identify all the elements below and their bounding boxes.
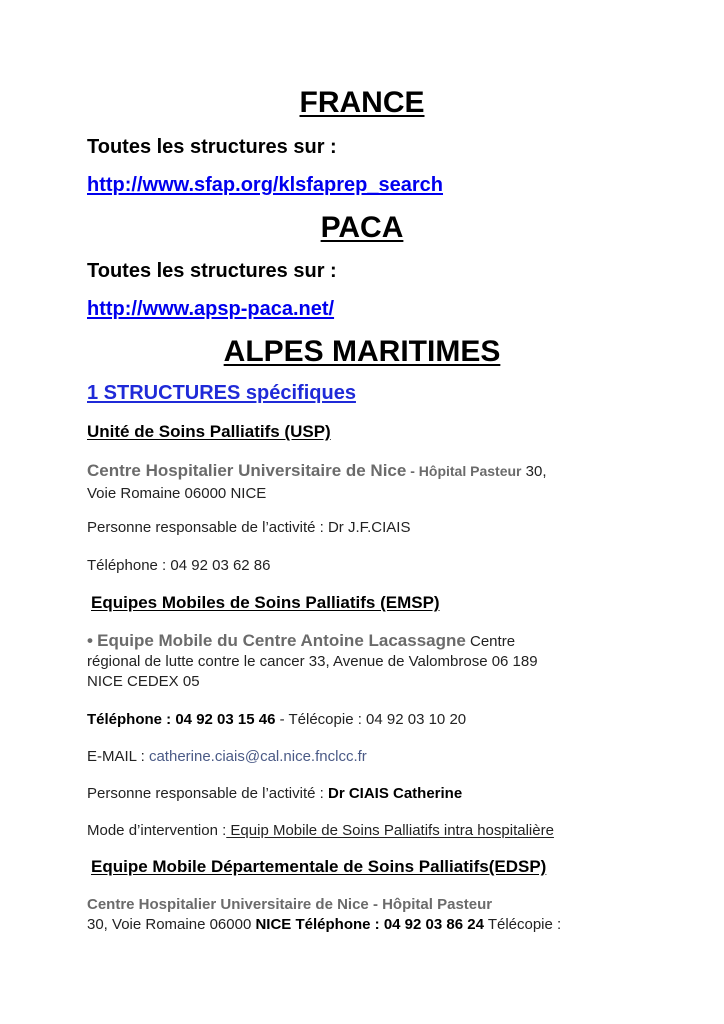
- emsp-email[interactable]: catherine.ciais@cal.nice.fnclcc.fr: [148, 748, 367, 765]
- edsp-telecopie: Télécopie :: [483, 916, 562, 933]
- emsp-contact-line: [87, 710, 664, 730]
- france-subtitle: Toutes les structures sur :: [87, 136, 337, 158]
- emsp-responsable-label: Personne responsable de l’activité :: [87, 785, 328, 802]
- emsp-email-label: E-MAIL :: [87, 748, 149, 765]
- paca-title: PACA: [320, 211, 404, 244]
- usp-site: - Hôpital Pasteur: [406, 463, 522, 479]
- bullet-icon: •: [87, 631, 93, 650]
- emsp-responsable-line: [87, 784, 664, 804]
- edsp-block: [87, 895, 664, 935]
- structures-specifiques-link[interactable]: 1 STRUCTURES spécifiques: [87, 382, 356, 404]
- usp-institution: Centre Hospitalier Universitaire de Nice: [87, 461, 407, 480]
- emsp-email-line: [87, 747, 664, 767]
- emsp-institution: Equipe Mobile du Centre Antoine Lacassagne: [97, 631, 466, 650]
- usp-heading: Unité de Soins Palliatifs (USP): [87, 422, 331, 441]
- emsp-telecopie: - Télécopie : 04 92 03 10 20: [275, 711, 467, 728]
- apsp-paca-link[interactable]: http://www.apsp-paca.net/: [87, 298, 335, 320]
- usp-telephone: Téléphone : 04 92 03 62 86: [87, 557, 271, 574]
- edsp-city: NICE: [255, 916, 292, 933]
- france-title: FRANCE: [299, 86, 425, 119]
- edsp-heading: Equipe Mobile Départementale de Soins Palliatifs(EDSP): [91, 857, 547, 876]
- edsp-telephone: Téléphone : 04 92 03 86 24: [291, 916, 484, 933]
- emsp-telephone: Téléphone : 04 92 03 15 46: [87, 711, 276, 728]
- sfap-link[interactable]: http://www.sfap.org/klsfaprep_search: [87, 174, 444, 196]
- edsp-institution: Centre Hospitalier Universitaire de Nice - Hôpital Pasteur: [87, 896, 493, 913]
- emsp-institution-block: [87, 631, 664, 692]
- emsp-address-2: régional de lutte contre le cancer 33, Avenue de Valombrose 06 189: [87, 653, 538, 670]
- paca-subtitle: Toutes les structures sur :: [87, 260, 337, 282]
- alpes-maritimes-title: ALPES MARITIMES: [223, 335, 501, 368]
- edsp-address: 30, Voie Romaine 06000: [87, 916, 256, 933]
- usp-responsable: Personne responsable de l’activité : Dr J.F.CIAIS: [87, 519, 411, 536]
- usp-address-1: 30,: [521, 463, 547, 480]
- emsp-mode: Equip Mobile de Soins Palliatifs intra hospitalière: [226, 822, 554, 839]
- emsp-mode-label: Mode d’intervention :: [87, 822, 227, 839]
- emsp-address-3: NICE CEDEX 05: [87, 673, 200, 690]
- emsp-responsable: Dr CIAIS Catherine: [327, 785, 463, 802]
- usp-address-2: Voie Romaine 06000 NICE: [87, 485, 267, 502]
- emsp-heading: Equipes Mobiles de Soins Palliatifs (EMSP): [91, 593, 440, 612]
- emsp-address-1: Centre: [465, 633, 516, 650]
- emsp-mode-line: [87, 821, 664, 841]
- usp-institution-block: [87, 460, 664, 505]
